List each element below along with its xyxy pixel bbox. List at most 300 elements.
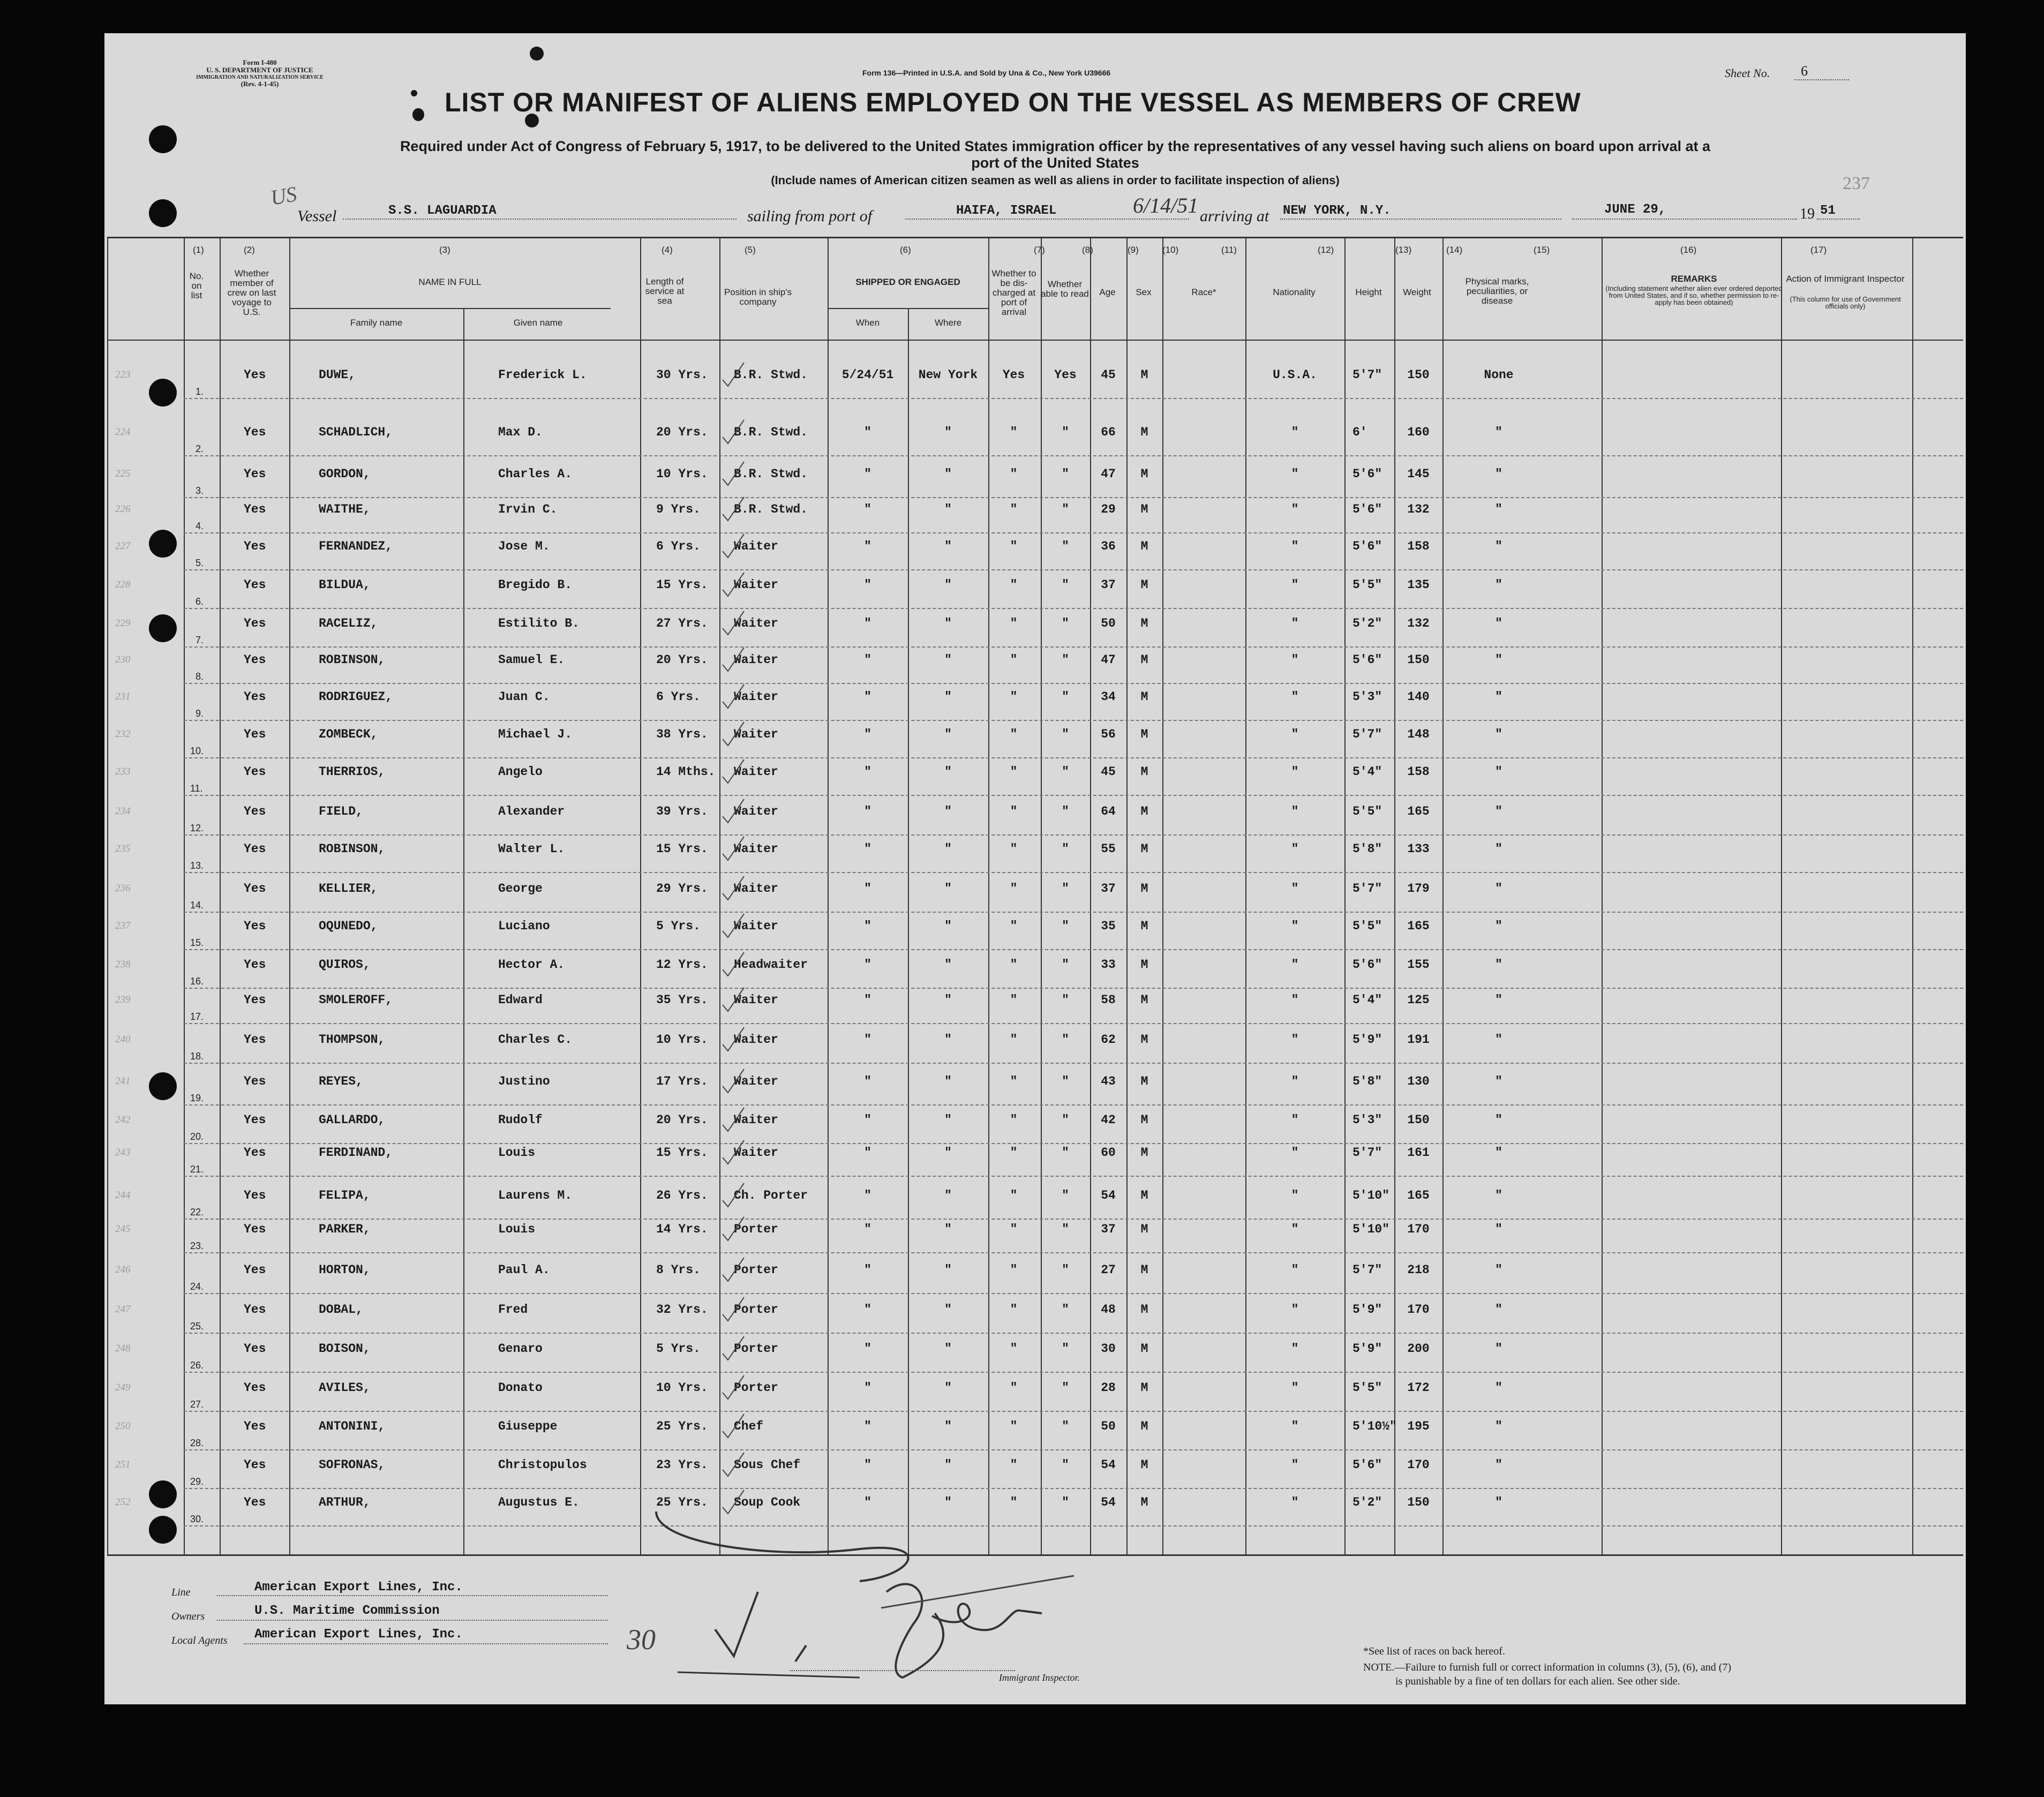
cell-marks: " — [1495, 539, 1502, 553]
cell-height: 5'7" — [1352, 727, 1382, 741]
cell-nationality: " — [1291, 425, 1299, 439]
cell-age: 50 — [1101, 616, 1116, 630]
cell-family-name: KELLIER, — [319, 882, 378, 896]
cell-given-name: Juan C. — [498, 690, 550, 704]
cell-where: " — [944, 765, 952, 779]
cell-service: 25 Yrs. — [656, 1495, 708, 1509]
cell-family-name: SMOLEROFF, — [319, 993, 393, 1007]
cell-where: " — [944, 1189, 952, 1202]
cell-family-name: REYES, — [319, 1074, 363, 1088]
cell-given-name: George — [498, 882, 543, 896]
cell-when: " — [864, 1113, 871, 1127]
row-separator — [184, 683, 1963, 684]
cell-marks: " — [1495, 882, 1502, 896]
row-separator — [184, 532, 1963, 533]
cell-read: " — [1062, 653, 1069, 667]
check-mark — [720, 872, 753, 904]
cell-sex: M — [1140, 804, 1148, 818]
ghost-line-number: 250 — [115, 1420, 131, 1432]
service-name: IMMIGRATION AND NATURALIZATION SERVICE — [196, 74, 324, 80]
header-remarks-note: (Including statement whether alien ever ordered deported from United States, and if so, whether permission to re-apply has been obtained) — [1605, 284, 1783, 306]
header-family-name: Family name — [350, 318, 403, 328]
punch-hole — [149, 530, 177, 558]
ink-speck — [411, 90, 417, 96]
cell-sex: M — [1140, 842, 1148, 856]
cell-sex: M — [1140, 1189, 1148, 1202]
cell-read: " — [1062, 616, 1069, 630]
penalty-note-1: NOTE.—Failure to furnish full or correct information in columns (3), (5), (6), and (7) — [1363, 1661, 1732, 1673]
column-rule — [640, 237, 641, 1554]
cell-height: 5'6" — [1352, 653, 1382, 667]
cell-member: Yes — [244, 958, 266, 972]
cell-weight: 218 — [1407, 1263, 1430, 1277]
check-mark — [720, 832, 753, 864]
row-separator — [184, 1023, 1963, 1024]
ghost-line-number: 248 — [115, 1343, 131, 1354]
cell-when: " — [864, 993, 871, 1007]
races-note: *See list of races on back hereof. — [1363, 1645, 1505, 1657]
ghost-line-number: 246 — [115, 1264, 131, 1275]
cell-nationality: " — [1291, 882, 1299, 896]
cell-sex: M — [1140, 539, 1148, 553]
cell-marks: " — [1495, 425, 1502, 439]
cell-read: " — [1062, 1495, 1069, 1509]
cell-sex: M — [1140, 578, 1148, 592]
punch-hole — [149, 125, 177, 153]
cell-sex: M — [1140, 690, 1148, 704]
cell-marks: " — [1495, 1381, 1502, 1395]
cell-when: " — [864, 842, 871, 856]
column-rule — [463, 308, 464, 1554]
cell-discharged: " — [1010, 539, 1018, 553]
column-rule — [184, 237, 185, 1554]
row-separator — [184, 1143, 1963, 1144]
cell-position: Waiter — [734, 1033, 778, 1047]
form-subtitle: Required under Act of Congress of February 5, 1917, to be delivered to the United States immigration officer by the representatives of any vessel having such aliens on board upon arrival at a port of the United States — [400, 138, 1711, 171]
cell-weight: 135 — [1407, 578, 1430, 592]
row-number: 11. — [190, 783, 203, 794]
cell-service: 38 Yrs. — [656, 727, 708, 741]
cell-family-name: GALLARDO, — [319, 1113, 386, 1127]
cell-member: Yes — [244, 1146, 266, 1160]
manifest-sheet — [104, 33, 1966, 1704]
cell-read: Yes — [1054, 368, 1077, 382]
cell-member: Yes — [244, 578, 266, 592]
cell-family-name: HORTON, — [319, 1263, 371, 1277]
cell-age: 37 — [1101, 1222, 1116, 1236]
cell-service: 10 Yrs. — [656, 467, 708, 481]
cell-given-name: Samuel E. — [498, 653, 565, 667]
cell-discharged: " — [1010, 1381, 1018, 1395]
cell-sex: M — [1140, 502, 1148, 516]
cell-given-name: Charles A. — [498, 467, 573, 481]
cell-discharged: Yes — [1002, 368, 1025, 382]
row-number: 24. — [190, 1281, 204, 1292]
col-num: (12) — [1318, 245, 1334, 255]
cell-where: New York — [918, 368, 978, 382]
cell-position: Porter — [734, 1303, 778, 1317]
cell-when: " — [864, 1263, 871, 1277]
ink-speck — [530, 47, 544, 61]
cell-weight: 150 — [1407, 653, 1430, 667]
punch-hole — [149, 1072, 177, 1100]
ghost-line-number: 242 — [115, 1114, 131, 1125]
check-mark — [720, 1371, 753, 1403]
cell-read: " — [1062, 1222, 1069, 1236]
check-mark — [720, 358, 753, 390]
cell-where: " — [944, 578, 952, 592]
cell-read: " — [1062, 1458, 1069, 1472]
cell-height: 5'10½" — [1352, 1419, 1397, 1433]
punch-hole — [149, 1516, 177, 1544]
stamp-number: 237 — [1843, 174, 1870, 193]
col-num: (4) — [662, 245, 673, 255]
cell-marks: " — [1495, 1113, 1502, 1127]
row-number: 1. — [196, 386, 204, 397]
cell-where: " — [944, 1458, 952, 1472]
cell-service: 25 Yrs. — [656, 1419, 708, 1433]
cell-family-name: FERDINAND, — [319, 1146, 393, 1160]
form-title: LIST OR MANIFEST OF ALIENS EMPLOYED ON THE VESSEL AS MEMBERS OF CREW — [445, 87, 1581, 117]
year-suffix: 51 — [1820, 204, 1836, 218]
cell-sex: M — [1140, 1342, 1148, 1356]
cell-age: 28 — [1101, 1381, 1116, 1395]
header-sex: Sex — [1136, 287, 1152, 297]
col-num: (11) — [1221, 245, 1237, 255]
col-num: (14) — [1446, 245, 1463, 255]
row-number: 2. — [196, 443, 204, 454]
shipped-header-rule — [828, 308, 988, 309]
check-mark — [720, 755, 753, 787]
cell-family-name: PARKER, — [319, 1222, 371, 1236]
cell-read: " — [1062, 425, 1069, 439]
cell-discharged: " — [1010, 727, 1018, 741]
printer-note: Form 136—Printed in U.S.A. and Sold by Una & Co., New York U39666 — [862, 69, 1111, 77]
cell-where: " — [944, 842, 952, 856]
header-action: Action of Immigrant Inspector — [1786, 274, 1905, 284]
column-rule — [1344, 237, 1346, 1554]
cell-position: Waiter — [734, 578, 778, 592]
cell-position: Chef — [734, 1419, 764, 1433]
cell-given-name: Max D. — [498, 425, 543, 439]
row-number: 15. — [190, 937, 204, 948]
cell-sex: M — [1140, 1074, 1148, 1088]
cell-family-name: FIELD, — [319, 804, 363, 818]
row-number: 21. — [190, 1164, 204, 1175]
row-number: 6. — [196, 596, 204, 607]
cell-nationality: " — [1291, 1342, 1299, 1356]
row-number: 12. — [190, 823, 204, 833]
cell-age: 58 — [1101, 993, 1116, 1007]
cell-member: Yes — [244, 502, 266, 516]
cell-where: " — [944, 993, 952, 1007]
cell-where: " — [944, 653, 952, 667]
cell-height: 5'6" — [1352, 539, 1382, 553]
cell-age: 66 — [1101, 425, 1116, 439]
cell-height: 5'8" — [1352, 842, 1382, 856]
check-mark — [720, 1213, 753, 1245]
cell-when: " — [864, 765, 871, 779]
cell-nationality: " — [1291, 1146, 1299, 1160]
cell-weight: 148 — [1407, 727, 1430, 741]
row-separator — [184, 398, 1963, 399]
cell-when: " — [864, 919, 871, 933]
cell-weight: 150 — [1407, 1113, 1430, 1127]
header-weight: Weight — [1403, 287, 1431, 297]
ghost-line-number: 224 — [115, 426, 131, 438]
cell-where: " — [944, 690, 952, 704]
cell-when: " — [864, 502, 871, 516]
ghost-line-number: 244 — [115, 1190, 131, 1201]
sheet-number: 6 — [1794, 63, 1849, 80]
handwritten-count: 30 — [627, 1623, 656, 1656]
check-mark — [720, 530, 753, 562]
cell-where: " — [944, 727, 952, 741]
cell-height: 5'10" — [1352, 1222, 1390, 1236]
cell-age: 37 — [1101, 882, 1116, 896]
header-name-in-full: NAME IN FULL — [418, 277, 482, 287]
column-rule — [1781, 237, 1782, 1554]
cell-age: 50 — [1101, 1419, 1116, 1433]
cell-member: Yes — [244, 368, 266, 382]
handwritten-us: US — [268, 182, 299, 210]
cell-age: 37 — [1101, 578, 1116, 592]
check-mark — [720, 718, 753, 750]
cell-marks: " — [1495, 467, 1502, 481]
punch-hole — [149, 379, 177, 407]
cell-discharged: " — [1010, 1222, 1018, 1236]
cell-marks: " — [1495, 842, 1502, 856]
row-separator — [184, 1488, 1963, 1489]
cell-family-name: OQUNEDO, — [319, 919, 378, 933]
row-number: 5. — [196, 558, 204, 568]
cell-position: B.R. Stwd. — [734, 467, 808, 481]
cell-discharged: " — [1010, 1146, 1018, 1160]
cell-when: " — [864, 882, 871, 896]
cell-read: " — [1062, 467, 1069, 481]
cell-height: 5'2" — [1352, 616, 1382, 630]
agents-label: Local Agents — [171, 1635, 228, 1646]
row-number: 22. — [190, 1207, 204, 1217]
cell-member: Yes — [244, 842, 266, 856]
column-rule — [1912, 237, 1913, 1554]
row-number: 29. — [190, 1476, 204, 1487]
cell-discharged: " — [1010, 919, 1018, 933]
cell-when: " — [864, 1381, 871, 1395]
row-separator — [184, 1449, 1963, 1450]
cell-discharged: " — [1010, 467, 1018, 481]
cell-position: Porter — [734, 1381, 778, 1395]
cell-height: 5'5" — [1352, 1381, 1382, 1395]
cell-read: " — [1062, 993, 1069, 1007]
cell-member: Yes — [244, 653, 266, 667]
cell-position: Waiter — [734, 919, 778, 933]
cell-height: 5'3" — [1352, 690, 1382, 704]
cell-read: " — [1062, 1263, 1069, 1277]
cell-sex: M — [1140, 1113, 1148, 1127]
cell-read: " — [1062, 765, 1069, 779]
cell-when: " — [864, 1495, 871, 1509]
cell-service: 20 Yrs. — [656, 1113, 708, 1127]
cell-marks: " — [1495, 1074, 1502, 1088]
cell-age: 45 — [1101, 368, 1116, 382]
check-mark — [720, 1410, 753, 1442]
column-rule — [1162, 237, 1163, 1554]
cell-member: Yes — [244, 1342, 266, 1356]
cell-given-name: Louis — [498, 1222, 536, 1236]
cell-weight: 195 — [1407, 1419, 1430, 1433]
cell-discharged: " — [1010, 1458, 1018, 1472]
arriving-underline — [1280, 219, 1561, 220]
cell-discharged: " — [1010, 1419, 1018, 1433]
cell-discharged: " — [1010, 804, 1018, 818]
cell-position: Ch. Porter — [734, 1189, 808, 1202]
cell-service: 26 Yrs. — [656, 1189, 708, 1202]
cell-given-name: Paul A. — [498, 1263, 550, 1277]
cell-height: 5'5" — [1352, 919, 1382, 933]
cell-height: 5'10" — [1352, 1189, 1390, 1202]
cell-nationality: " — [1291, 578, 1299, 592]
year-prefix: 19 — [1800, 206, 1815, 222]
cell-when: " — [864, 690, 871, 704]
row-separator — [184, 1333, 1963, 1334]
cell-weight: 150 — [1407, 1495, 1430, 1509]
punch-hole — [149, 199, 177, 227]
sailing-label: sailing from port of — [747, 207, 873, 225]
cell-position: Sous Chef — [734, 1458, 801, 1472]
cell-height: 5'9" — [1352, 1303, 1382, 1317]
cell-service: 5 Yrs. — [656, 919, 701, 933]
cell-read: " — [1062, 1381, 1069, 1395]
inspector-underline — [790, 1670, 1015, 1671]
cell-nationality: " — [1291, 1263, 1299, 1277]
cell-given-name: Justino — [498, 1074, 550, 1088]
cell-sex: M — [1140, 727, 1148, 741]
row-number: 28. — [190, 1438, 204, 1448]
cell-family-name: THOMPSON, — [319, 1033, 386, 1047]
ink-speck — [412, 108, 424, 121]
row-separator — [184, 949, 1963, 950]
row-separator — [184, 1104, 1963, 1106]
cell-where: " — [944, 616, 952, 630]
cell-service: 35 Yrs. — [656, 993, 708, 1007]
cell-service: 20 Yrs. — [656, 425, 708, 439]
vessel-label: Vessel — [297, 207, 337, 225]
cell-height: 5'9" — [1352, 1342, 1382, 1356]
form-revision: (Rev. 4-1-45) — [241, 80, 279, 88]
cell-position: Waiter — [734, 616, 778, 630]
cell-height: 5'4" — [1352, 993, 1382, 1007]
check-mark — [720, 1065, 753, 1097]
cell-read: " — [1062, 578, 1069, 592]
cell-read: " — [1062, 919, 1069, 933]
cell-member: Yes — [244, 765, 266, 779]
cell-marks: " — [1495, 616, 1502, 630]
col-num: (2) — [244, 245, 255, 255]
check-mark — [720, 1136, 753, 1168]
cell-read: " — [1062, 1189, 1069, 1202]
cell-nationality: " — [1291, 1222, 1299, 1236]
row-number: 17. — [190, 1011, 204, 1022]
cell-marks: " — [1495, 1189, 1502, 1202]
cell-given-name: Walter L. — [498, 842, 565, 856]
check-mark — [720, 983, 753, 1016]
cell-sex: M — [1140, 1146, 1148, 1160]
cell-age: 64 — [1101, 804, 1116, 818]
line-name: American Export Lines, Inc. — [254, 1580, 463, 1595]
cell-service: 10 Yrs. — [656, 1381, 708, 1395]
cell-when: " — [864, 653, 871, 667]
sheet-label: Sheet No. — [1725, 66, 1770, 80]
cell-marks: " — [1495, 958, 1502, 972]
cell-weight: 130 — [1407, 1074, 1430, 1088]
cell-age: 33 — [1101, 958, 1116, 972]
cell-weight: 200 — [1407, 1342, 1430, 1356]
cell-nationality: " — [1291, 1381, 1299, 1395]
cell-age: 54 — [1101, 1458, 1116, 1472]
row-number: 25. — [190, 1321, 204, 1332]
ghost-line-number: 239 — [115, 994, 131, 1005]
cell-age: 47 — [1101, 467, 1116, 481]
cell-age: 62 — [1101, 1033, 1116, 1047]
cell-family-name: SOFRONAS, — [319, 1458, 386, 1472]
cell-where: " — [944, 1342, 952, 1356]
cell-marks: " — [1495, 1458, 1502, 1472]
inspector-label: Immigrant Inspector. — [999, 1672, 1080, 1683]
cell-position: Waiter — [734, 1146, 778, 1160]
row-separator — [184, 795, 1963, 796]
column-rule — [107, 237, 108, 1554]
cell-service: 15 Yrs. — [656, 842, 708, 856]
cell-read: " — [1062, 539, 1069, 553]
cell-discharged: " — [1010, 882, 1018, 896]
cell-member: Yes — [244, 467, 266, 481]
cell-height: 5'5" — [1352, 804, 1382, 818]
cell-height: 5'7" — [1352, 1263, 1382, 1277]
cell-nationality: " — [1291, 1074, 1299, 1088]
cell-discharged: " — [1010, 502, 1018, 516]
cell-service: 20 Yrs. — [656, 653, 708, 667]
col-num: (9) — [1128, 245, 1139, 255]
cell-given-name: Jose M. — [498, 539, 550, 553]
check-mark — [720, 680, 753, 712]
cell-weight: 170 — [1407, 1303, 1430, 1317]
cell-nationality: " — [1291, 958, 1299, 972]
cell-where: " — [944, 1074, 952, 1088]
check-mark — [720, 1023, 753, 1055]
row-separator — [184, 1252, 1963, 1253]
cell-weight: 132 — [1407, 616, 1430, 630]
check-mark — [720, 643, 753, 675]
cell-position: Waiter — [734, 993, 778, 1007]
col-num: (16) — [1680, 245, 1697, 255]
cell-family-name: ROBINSON, — [319, 842, 386, 856]
form-number: Form I-480 — [243, 58, 277, 66]
cell-given-name: Giuseppe — [498, 1419, 558, 1433]
cell-given-name: Rudolf — [498, 1113, 543, 1127]
cell-age: 42 — [1101, 1113, 1116, 1127]
cell-marks: " — [1495, 1495, 1502, 1509]
cell-marks: " — [1495, 1419, 1502, 1433]
row-number: 8. — [196, 671, 204, 682]
cell-nationality: " — [1291, 653, 1299, 667]
cell-read: " — [1062, 1033, 1069, 1047]
cell-height: 5'2" — [1352, 1495, 1382, 1509]
cell-marks: " — [1495, 727, 1502, 741]
row-separator — [184, 646, 1963, 648]
cell-where: " — [944, 1263, 952, 1277]
cell-weight: 158 — [1407, 765, 1430, 779]
